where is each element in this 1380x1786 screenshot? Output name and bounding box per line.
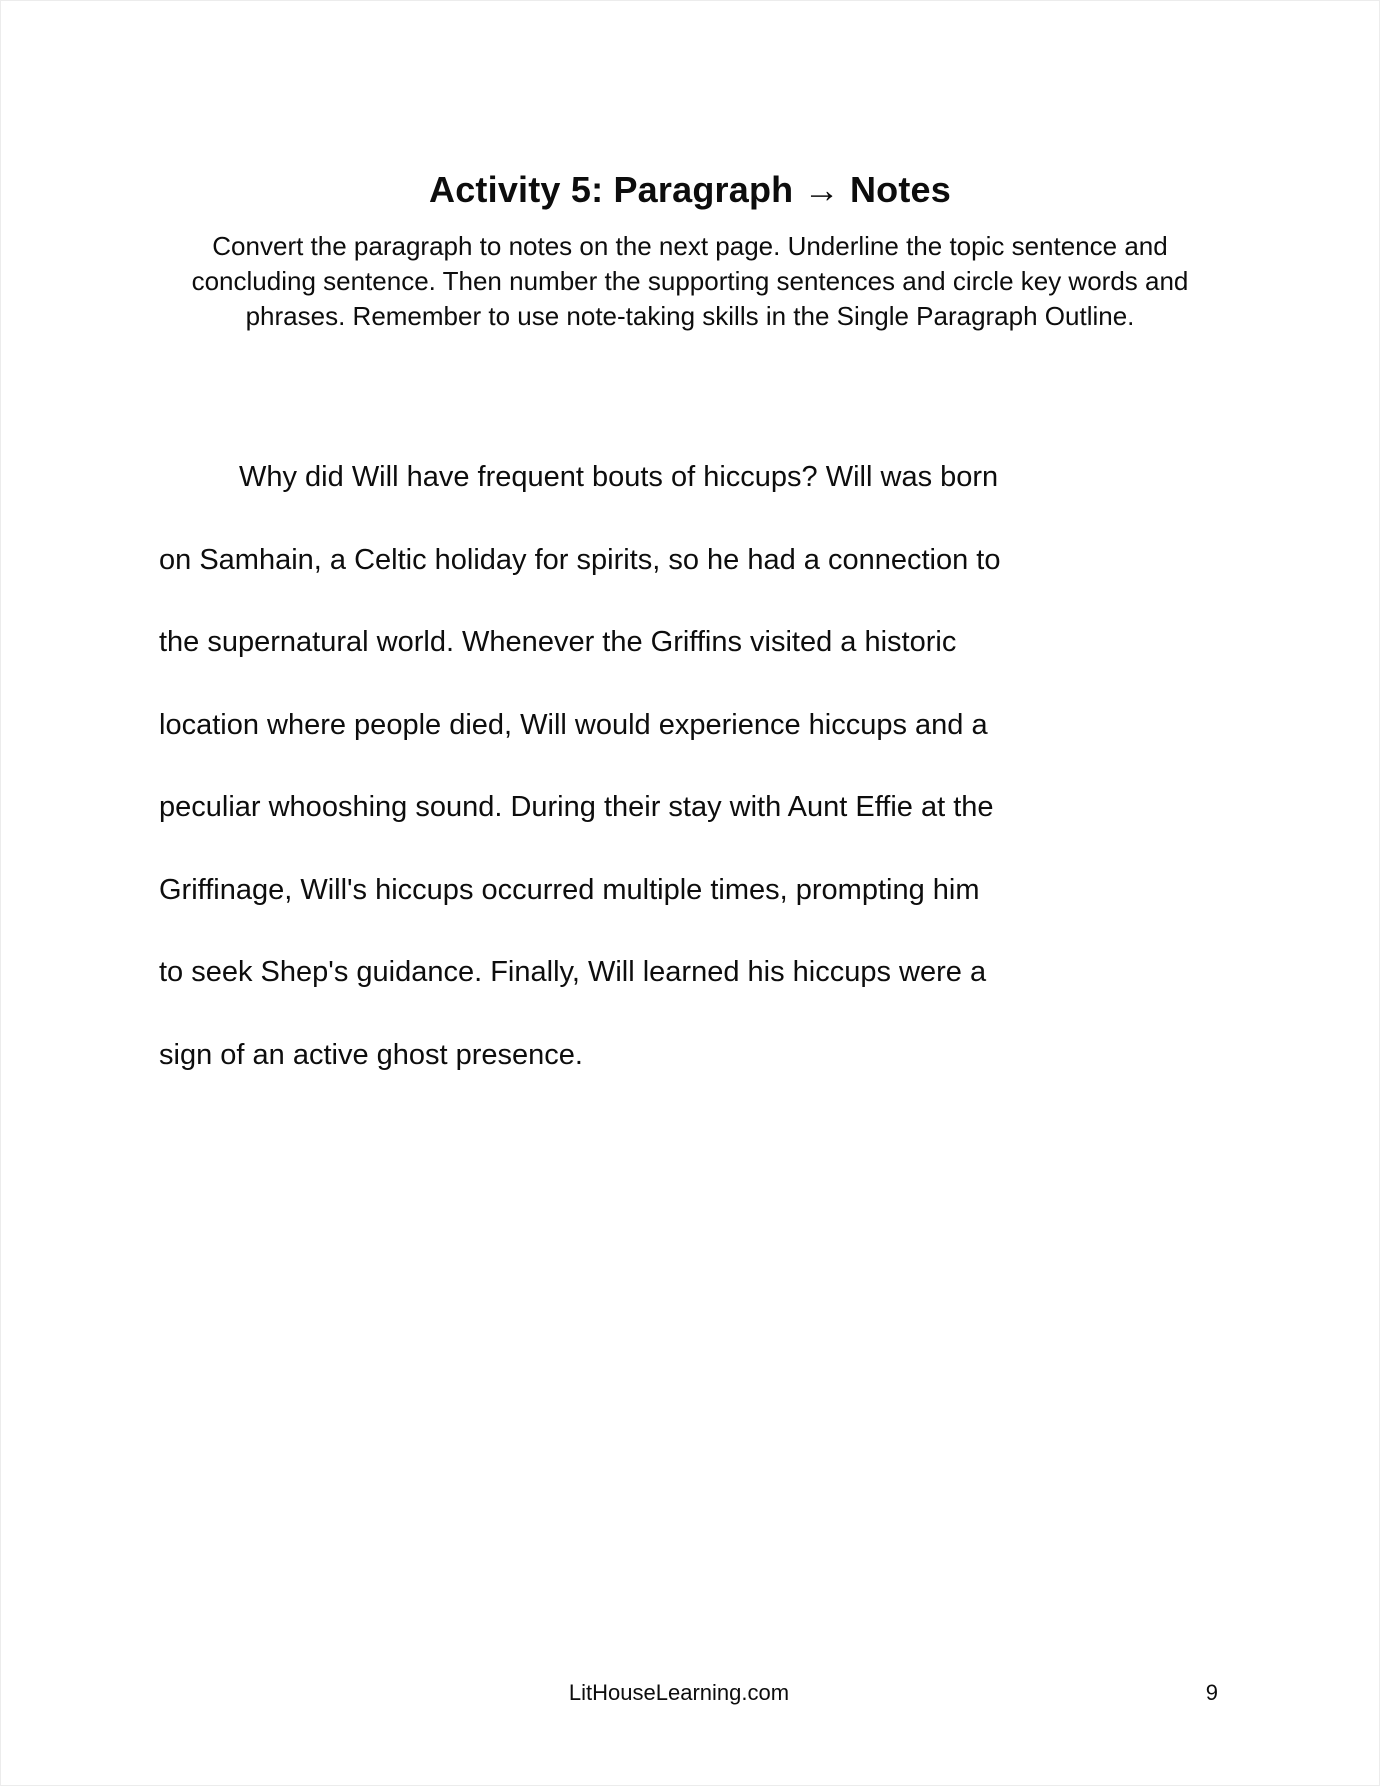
paragraph-line: Griffinage, Will's hiccups occurred multiple times, prompting him bbox=[159, 873, 980, 906]
paragraph-line: peculiar whooshing sound. During their stay with Aunt Effie at the bbox=[159, 791, 994, 823]
paragraph-line: location where people died, Will would experience hiccups and a bbox=[159, 708, 988, 741]
paragraph-line: to seek Shep's guidance. Finally, Will learned his hiccups were a bbox=[159, 956, 987, 988]
footer-site-text: LitHouseLearning.com bbox=[568, 1680, 790, 1705]
instructions-line: Convert the paragraph to notes on the next page. Underline the topic sentence and bbox=[212, 231, 1168, 261]
instructions-line: concluding sentence. Then number the supporting sentences and circle key words and bbox=[191, 266, 1189, 296]
instructions-line: phrases. Remember to use note-taking skills in the Single Paragraph Outline. bbox=[245, 301, 1135, 331]
activity-title: Activity 5: Paragraph → Notes bbox=[429, 169, 951, 210]
page-number: 9 bbox=[1205, 1680, 1218, 1705]
instructions-block bbox=[1, 229, 1379, 334]
story-paragraph bbox=[159, 436, 1244, 1096]
paragraph-line: Why did Will have frequent bouts of hiccups? Will was born bbox=[239, 461, 999, 493]
paragraph-line: on Samhain, a Celtic holiday for spirits, so he had a connection to bbox=[159, 543, 1001, 576]
paragraph-line: the supernatural world. Whenever the Griffins visited a historic bbox=[159, 626, 957, 658]
paragraph-line: sign of an active ghost presence. bbox=[159, 1038, 583, 1071]
